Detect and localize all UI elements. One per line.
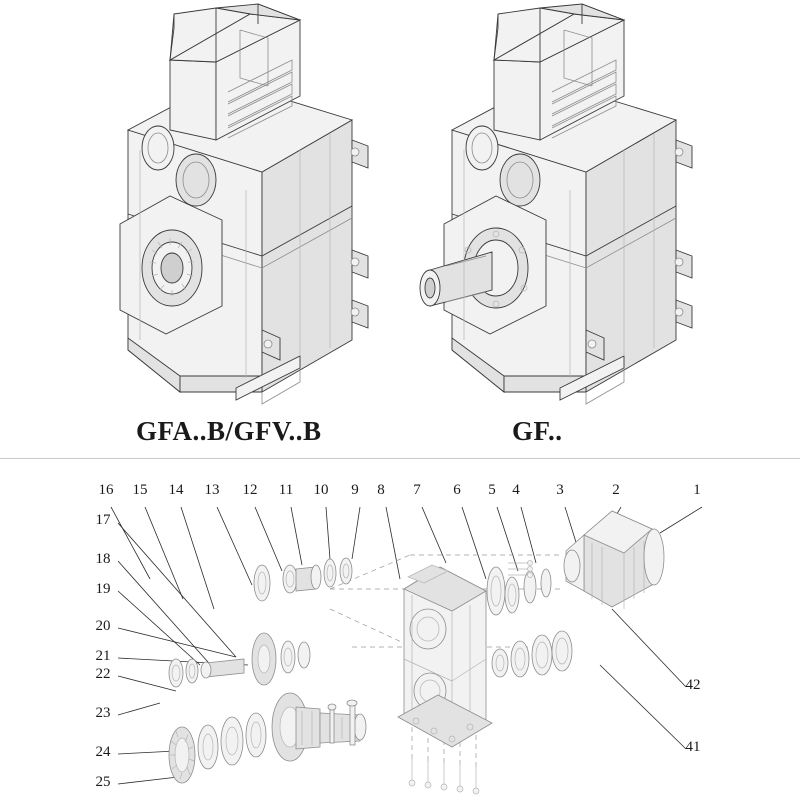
callout-right-41: 41 <box>685 739 701 755</box>
exploded-motor-adapter <box>564 511 664 609</box>
callout-left-21: 21 <box>95 648 111 664</box>
callout-top-12: 12 <box>242 482 258 498</box>
exploded-ring-stack-right <box>487 567 572 677</box>
callout-top-15: 15 <box>132 482 148 498</box>
caption-gf: GF.. <box>512 416 563 446</box>
callout-right-42: 42 <box>685 677 701 693</box>
callout-top-9: 9 <box>351 482 359 498</box>
callout-left-20: 20 <box>95 618 111 634</box>
exploded-shaft-stack-middle <box>169 633 310 687</box>
exploded-pins-upper <box>508 561 533 578</box>
exploded-housing <box>398 565 492 747</box>
callout-left-23: 23 <box>95 705 111 721</box>
callout-left-24: 24 <box>95 744 111 760</box>
callout-left-19: 19 <box>95 581 111 597</box>
callout-top-13: 13 <box>204 482 220 498</box>
caption-gfa-b-gfv-b: GFA..B/GFV..B <box>136 416 322 446</box>
callout-top-16: 16 <box>98 482 114 498</box>
callout-top-1: 1 <box>693 482 701 498</box>
gearbox-gfa-drawing <box>120 4 368 404</box>
callout-top-4: 4 <box>512 482 520 498</box>
callout-top-7: 7 <box>413 482 421 498</box>
callout-top-8: 8 <box>377 482 385 498</box>
callout-top-2: 2 <box>612 482 620 498</box>
callout-top-3: 3 <box>556 482 564 498</box>
callout-top-6: 6 <box>453 482 461 498</box>
callout-left-17: 17 <box>95 512 111 528</box>
exploded-shaft-stack-upper <box>254 558 352 601</box>
callout-top-5: 5 <box>488 482 496 498</box>
callout-left-25: 25 <box>95 774 111 790</box>
bottom-panel-exploded-view <box>0 458 800 801</box>
gearbox-gf-drawing <box>420 4 692 404</box>
exploded-view-svg <box>0 459 800 801</box>
callout-top-14: 14 <box>168 482 184 498</box>
callout-top-11: 11 <box>278 482 294 498</box>
exploded-gear-lower <box>169 693 366 783</box>
exploded-bolts-bottom <box>409 759 479 794</box>
callout-left-18: 18 <box>95 551 111 567</box>
callout-left-22: 22 <box>95 666 111 682</box>
callout-top-10: 10 <box>313 482 329 498</box>
